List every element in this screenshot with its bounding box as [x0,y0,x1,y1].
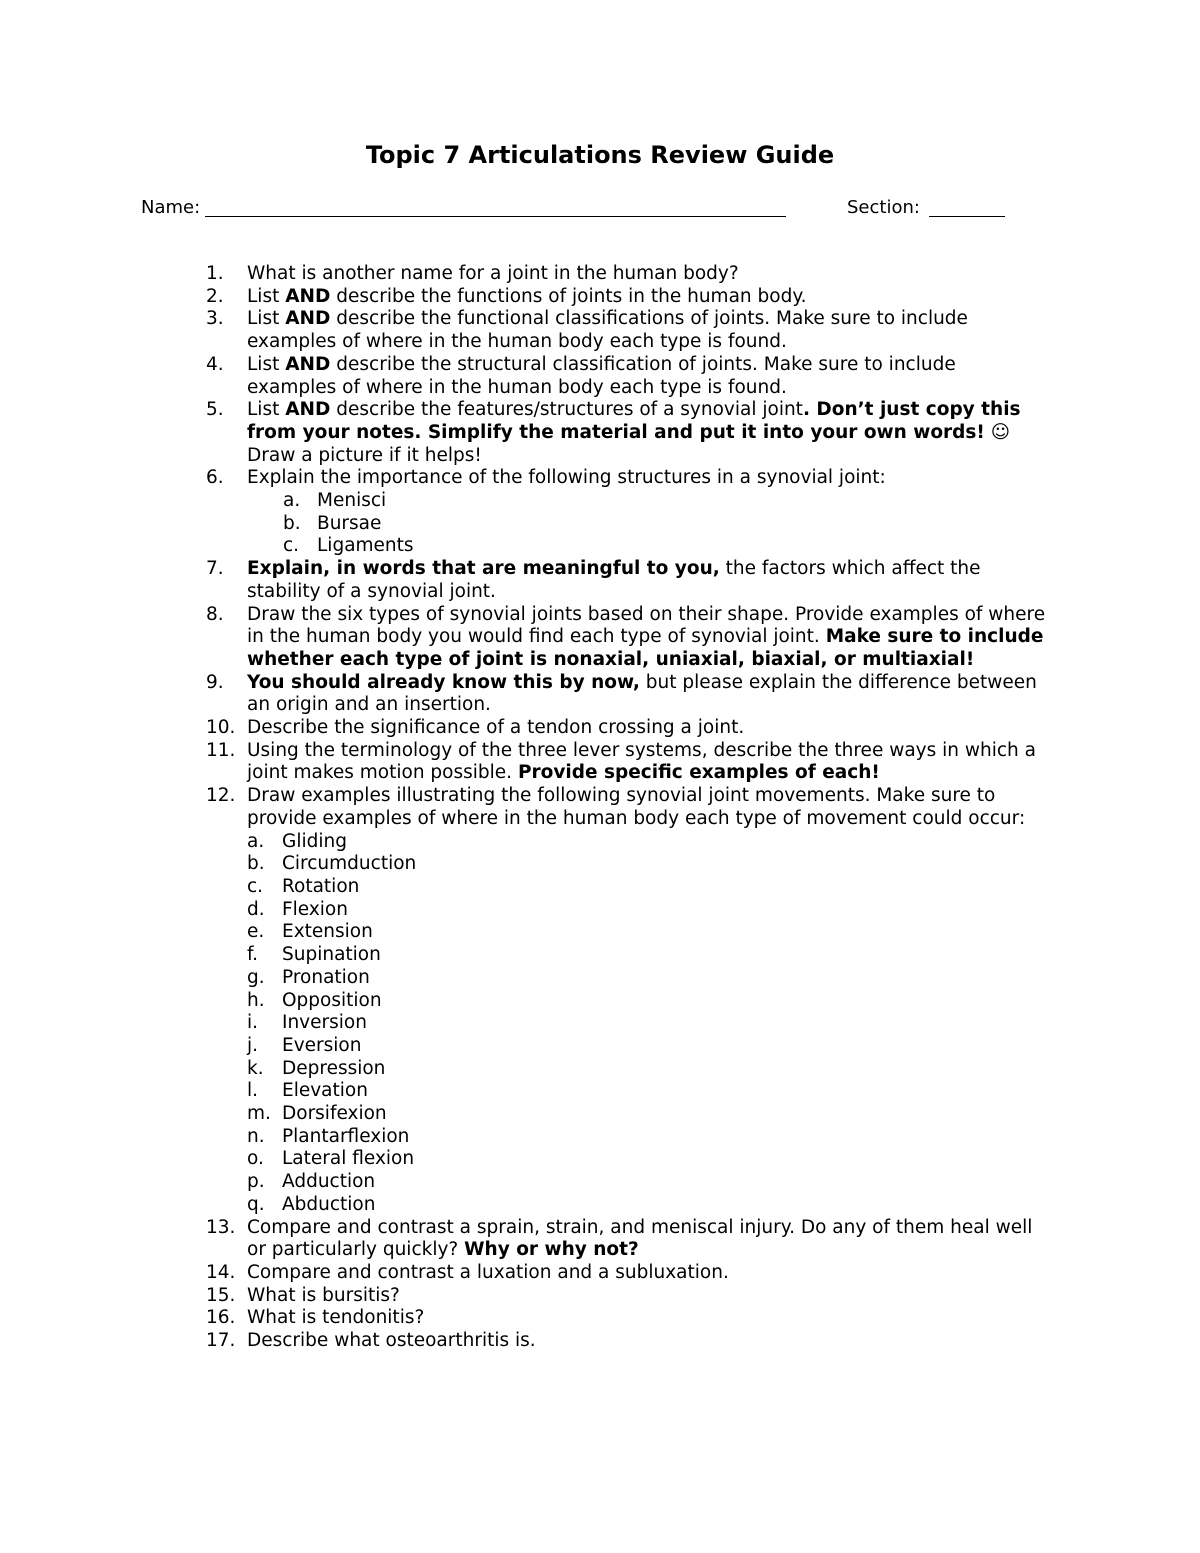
sub-item [247,1012,1047,1035]
question-item [0,263,1047,286]
sub-item-label: Pronation [282,966,370,988]
question-text-bold: You should already know this by now, [247,671,640,693]
sub-item-letter: e. [247,921,265,943]
section-blank-line [929,216,1005,217]
sub-item [247,535,1047,558]
question-text-bold: Why or why not? [464,1239,639,1261]
question-text-segment: List [247,308,286,330]
sub-item-letter: n. [247,1125,265,1147]
sub-item-letter: l. [247,1080,259,1102]
question-number: 12. [206,785,236,807]
question-text-segment: Compare and contrast a luxation and a subluxation. [247,1261,729,1283]
question-text-segment: Draw the six types of synovial joints based on their shape. Provide examples of where in the human body you would find each type of synovial joint. [247,603,1046,648]
question-text [247,399,1021,465]
question-text [247,558,981,602]
sub-item-label: Rotation [282,875,360,897]
question-text [247,286,807,307]
sub-item-label: Eversion [282,1034,362,1056]
question-number: 14. [206,1261,236,1283]
sub-item-letter: p. [247,1171,265,1193]
sub-item-label: Depression [282,1057,386,1079]
question-text-bold: Provide specific examples of each! [517,762,880,784]
question-text-segment: Using the terminology of the three lever systems, describe the three ways in which a joint makes motion possible. [247,739,1036,784]
question-text-segment: but please explain the difference between an origin and an insertion. [247,671,1037,716]
sub-item-label: Plantarflexion [282,1125,410,1147]
sub-item-letter: a. [247,830,265,852]
question-list [0,263,1200,1353]
header-fields [141,196,1005,220]
question-text [247,1262,729,1283]
question-text-segment: Compare and contrast a sprain, strain, and meniscal injury. Do any of them heal well or particularly quickly? [247,1216,1033,1261]
sub-item [247,967,1047,990]
question-text-segment: What is another name for a joint in the human body? [247,263,739,284]
sub-item-letter: k. [247,1057,264,1079]
question-text-bold: AND [285,308,331,330]
question-text-segment: describe the functions of joints in the human body. [330,285,807,307]
question-number: 16. [206,1307,236,1329]
sub-item-label: Lateral flexion [282,1148,415,1170]
question-item [0,308,1047,353]
sub-item-label: Dorsifexion [282,1103,387,1125]
name-label: Name: [141,197,201,218]
question-text [247,467,886,488]
sub-item-list [247,831,1047,1217]
question-number: 13. [206,1216,236,1238]
question-text-bold: Make sure to include whether each type of joint is nonaxial, uniaxial, biaxial, or multiaxial! [247,626,1044,670]
question-text-bold: AND [285,353,331,375]
question-text-segment: List [247,399,286,421]
question-item [0,785,1047,1216]
sub-item [247,921,1047,944]
sub-item-letter: h. [247,989,265,1011]
sub-item [247,490,1047,513]
sub-item-label: Opposition [282,989,382,1011]
sub-item [247,513,1047,536]
question-number: 9. [206,671,224,693]
question-number: 3. [206,308,224,330]
sub-item [247,1194,1047,1217]
name-blank-line [205,216,786,217]
question-number: 11. [206,739,236,761]
sub-item-label: Elevation [282,1080,368,1102]
question-text [247,1307,424,1328]
question-item [0,604,1047,672]
question-text-segment: the factors which affect the stability of a synovial joint. [247,558,981,602]
question-item [0,467,1047,558]
question-text [247,785,1025,829]
sub-item-label: Flexion [282,898,348,920]
question-item [0,1217,1047,1262]
sub-item-letter: i. [247,1012,259,1034]
question-item [0,354,1047,399]
sub-item [247,944,1047,967]
sub-item-label: Inversion [282,1012,367,1034]
question-text-segment: describe the functional classifications of joints. Make sure to include examples of where in the human body each type is found. [247,308,968,353]
question-text-bold: Explain, in words that are meaningful to you, [247,558,720,580]
question-number: 6. [206,467,224,489]
question-text-segment: What is tendonitis? [247,1307,425,1329]
sub-item [247,899,1047,922]
question-item [0,399,1047,467]
question-item [0,1307,1047,1330]
section-label: Section: [847,197,920,218]
question-number: 8. [206,603,224,625]
question-text-segment: Describe what osteoarthritis is. [247,1330,536,1352]
sub-item-letter: b. [283,512,301,534]
question-item [0,740,1047,785]
sub-item-label: Bursae [317,512,382,534]
sub-item-label: Ligaments [317,535,414,557]
sub-item-label: Circumduction [282,853,417,875]
question-text [247,263,739,284]
question-number: 10. [206,717,236,739]
question-text-segment: Explain the importance of the following structures in a synovial joint: [247,467,886,489]
sub-item-label: Gliding [282,830,347,852]
question-text-segment: Describe the significance of a tendon crossing a joint. [247,717,745,739]
sub-item [247,831,1047,854]
sub-item [247,990,1047,1013]
question-text-segment: describe the structural classification of joints. Make sure to include examples of where in the human body each type is found. [247,353,956,398]
question-number: 1. [206,263,224,284]
sub-item-letter: g. [247,966,265,988]
question-text-segment: List [247,285,286,307]
sub-item [247,1126,1047,1149]
question-text [247,1330,536,1351]
sub-item-label: Abduction [282,1193,376,1215]
question-text [247,604,1045,670]
sub-item [247,1035,1047,1058]
sub-item-letter: d. [247,898,265,920]
question-item [0,558,1047,603]
question-text-segment: describe the features/structures of a synovial joint [330,399,803,421]
question-text-bold: AND [285,285,331,307]
question-text [247,740,1036,784]
sub-item [247,1103,1047,1126]
question-item [0,672,1047,717]
sub-item-label: Extension [282,921,373,943]
sub-item [247,876,1047,899]
question-number: 4. [206,353,224,375]
question-text [247,672,1037,716]
question-text-segment: List [247,353,286,375]
question-text [247,1285,400,1306]
question-item [0,1285,1047,1308]
question-text [247,308,968,352]
sub-item [247,853,1047,876]
question-number: 5. [206,399,224,421]
sub-item-letter: a. [283,490,301,512]
question-text-segment: Draw examples illustrating the following synovial joint movements. Make sure to provide examples of where in the human body each type of movement could occur: [247,785,1026,829]
sub-item-label: Menisci [317,490,387,512]
question-item [0,286,1047,309]
sub-item-letter: c. [247,875,264,897]
question-text [247,1217,1032,1261]
sub-item-letter: m. [247,1103,271,1125]
sub-item-letter: c. [283,535,300,557]
question-text [247,717,744,738]
sub-item-list [247,490,1047,558]
sub-item-letter: o. [247,1148,264,1170]
sub-item-letter: q. [247,1193,265,1215]
sub-item [247,1148,1047,1171]
sub-item-letter: j. [247,1034,259,1056]
sub-item-letter: b. [247,853,265,875]
sub-item-label: Supination [282,944,381,966]
question-item [0,1262,1047,1285]
sub-item-label: Adduction [282,1171,376,1193]
question-text-bold: . Don’t just copy this from your notes. Simplify the material and put it into your own words! [247,399,1021,443]
question-text-segment: ☺ Draw a picture if it helps! [247,421,1011,466]
sub-item [247,1171,1047,1194]
question-text-segment: What is bursitis? [247,1284,400,1306]
question-text-bold: AND [285,399,331,421]
question-item [0,717,1047,740]
question-item [0,1330,1047,1353]
sub-item [247,1058,1047,1081]
question-text [247,354,956,398]
question-number: 17. [206,1330,236,1352]
sub-item [247,1080,1047,1103]
question-number: 15. [206,1284,236,1306]
sub-item-letter: f. [247,944,259,966]
question-number: 7. [206,558,224,580]
question-number: 2. [206,285,224,307]
page-title: Topic 7 Articulations Review Guide [365,141,835,169]
